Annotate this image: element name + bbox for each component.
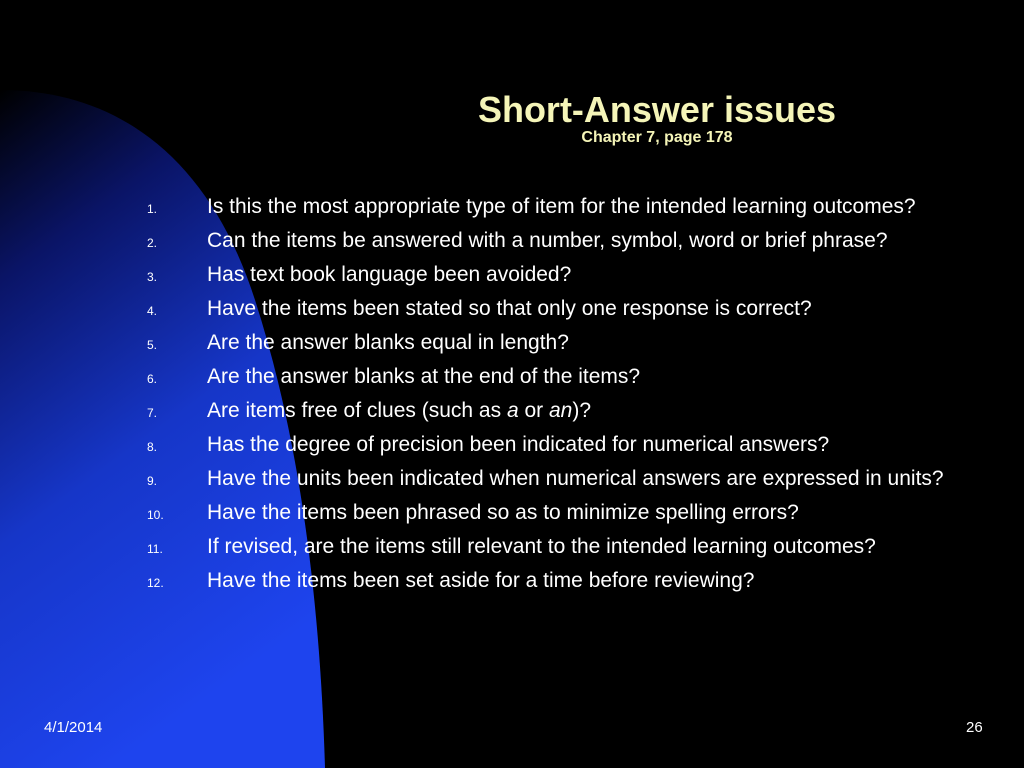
list-item [140, 228, 1010, 253]
list-item [140, 296, 1010, 321]
item-text: Has the degree of precision been indicated for numerical answers? [207, 433, 830, 456]
item-text-emphasis-an: an [548, 399, 573, 422]
list-item [140, 500, 1010, 525]
slide-number: 26 [966, 719, 983, 736]
item-text: If revised, are the items still relevant to the intended learning outcomes? [207, 535, 876, 558]
item-text: Have the items been stated so that only one response is correct? [207, 297, 812, 320]
item-number: 8. [147, 440, 158, 454]
item-text: Can the items be answered with a number, symbol, word or brief phrase? [207, 229, 888, 252]
list-item [140, 194, 1010, 219]
item-text-after: )? [572, 399, 592, 422]
item-number: 3. [147, 270, 158, 284]
item-text-mid: or [518, 399, 549, 422]
item-number: 12. [147, 576, 164, 590]
item-number: 1. [147, 202, 158, 216]
question-list [140, 194, 1010, 602]
item-text: Has text book language been avoided? [207, 263, 572, 286]
item-text: Have the items been phrased so as to minimize spelling errors? [207, 501, 799, 524]
list-item [140, 466, 1010, 491]
list-item [140, 432, 1010, 457]
item-number: 7. [147, 406, 158, 420]
item-number: 9. [147, 474, 158, 488]
item-text-before: Are items free of clues (such as [207, 399, 507, 422]
item-text: Have the units been indicated when numerical answers are expressed in units? [207, 467, 944, 490]
list-item [140, 364, 1010, 389]
list-item [140, 330, 1010, 355]
item-number: 2. [147, 236, 158, 250]
list-item [140, 568, 1010, 593]
item-number: 4. [147, 304, 158, 318]
item-number: 10. [147, 508, 164, 522]
item-text: Is this the most appropriate type of item for the intended learning outcomes? [207, 195, 916, 218]
slide-title: Short-Answer issues [477, 89, 837, 130]
item-text: Are the answer blanks at the end of the items? [207, 365, 641, 388]
slide-subtitle: Chapter 7, page 178 [581, 129, 733, 146]
item-number: 11. [147, 542, 163, 556]
item-number: 6. [147, 372, 158, 386]
list-item [140, 534, 1010, 559]
item-text: Are the answer blanks equal in length? [207, 331, 569, 354]
item-text-emphasis-a: a [506, 399, 519, 422]
list-item [140, 398, 1010, 423]
item-number: 5. [147, 338, 158, 352]
footer-date: 4/1/2014 [44, 719, 103, 736]
item-text: Have the items been set aside for a time before reviewing? [207, 569, 755, 592]
list-item [140, 262, 1010, 287]
